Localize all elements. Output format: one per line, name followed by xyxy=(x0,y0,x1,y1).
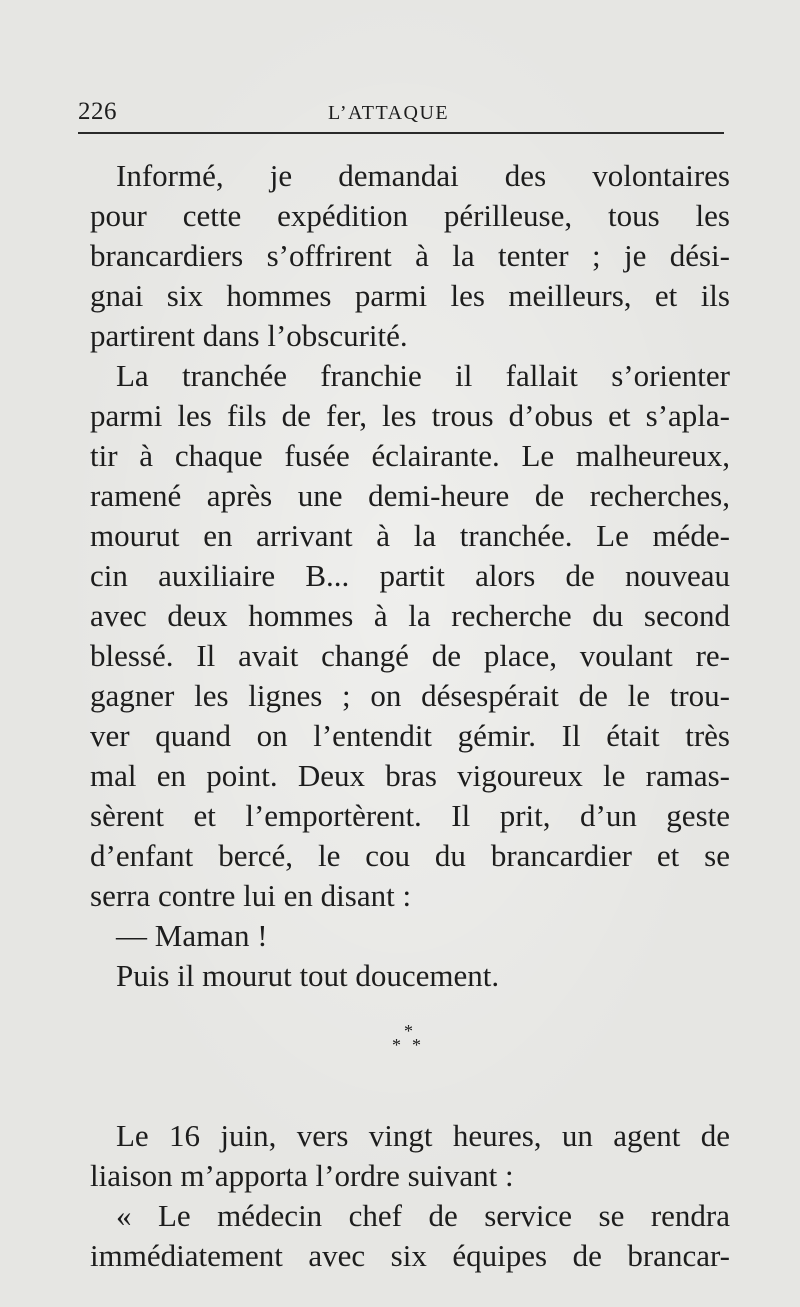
text-line: mourut en arrivant à la tranchée. Le méde- xyxy=(90,518,730,553)
asterism-star: * xyxy=(404,1021,413,1041)
text-line: mal en point. Deux bras vigoureux le ramas- xyxy=(90,758,730,793)
text-line: brancardiers s’offrirent à la tenter ; je dési- xyxy=(90,238,730,273)
text-line: « Le médecin chef de service se rendra xyxy=(116,1198,730,1233)
text-line: parmi les fils de fer, les trous d’obus et s’apla- xyxy=(90,398,730,433)
text-line: avec deux hommes à la recherche du second xyxy=(90,598,730,633)
text-line: tir à chaque fusée éclairante. Le malheureux, xyxy=(90,438,730,473)
dialogue-line: — Maman ! xyxy=(116,918,268,953)
text-line: gagner les lignes ; on désespérait de le trou- xyxy=(90,678,730,713)
running-head: L’ATTAQUE xyxy=(328,102,450,124)
text-line: immédiatement avec six équipes de brancar- xyxy=(90,1238,730,1273)
text-line: partirent dans l’obscurité. xyxy=(90,318,408,353)
text-line: cin auxiliaire B... partit alors de nouveau xyxy=(90,558,730,593)
text-line: d’enfant bercé, le cou du brancardier et se xyxy=(90,838,730,873)
text-line: gnai six hommes parmi les meilleurs, et ils xyxy=(90,278,730,313)
asterism-star: * xyxy=(412,1035,421,1055)
asterism-star: * xyxy=(392,1035,401,1055)
asterism-separator xyxy=(386,1022,436,1062)
text-line: serra contre lui en disant : xyxy=(90,878,412,913)
text-line: La tranchée franchie il fallait s’orienter xyxy=(116,358,730,393)
page-number: 226 xyxy=(78,98,117,125)
text-line: sèrent et l’emportèrent. Il prit, d’un geste xyxy=(90,798,730,833)
text-line: Informé, je demandai des volontaires xyxy=(116,158,730,193)
page-header xyxy=(78,96,724,134)
text-line: Puis il mourut tout doucement. xyxy=(116,958,500,993)
text-line: pour cette expédition périlleuse, tous les xyxy=(90,198,730,233)
text-line: Le 16 juin, vers vingt heures, un agent de xyxy=(116,1118,730,1153)
text-line: blessé. Il avait changé de place, voulant re- xyxy=(90,638,730,673)
text-line: ver quand on l’entendit gémir. Il était très xyxy=(90,718,730,753)
text-line: ramené après une demi-heure de recherches, xyxy=(90,478,730,513)
text-line: liaison m’apporta l’ordre suivant : xyxy=(90,1158,514,1193)
